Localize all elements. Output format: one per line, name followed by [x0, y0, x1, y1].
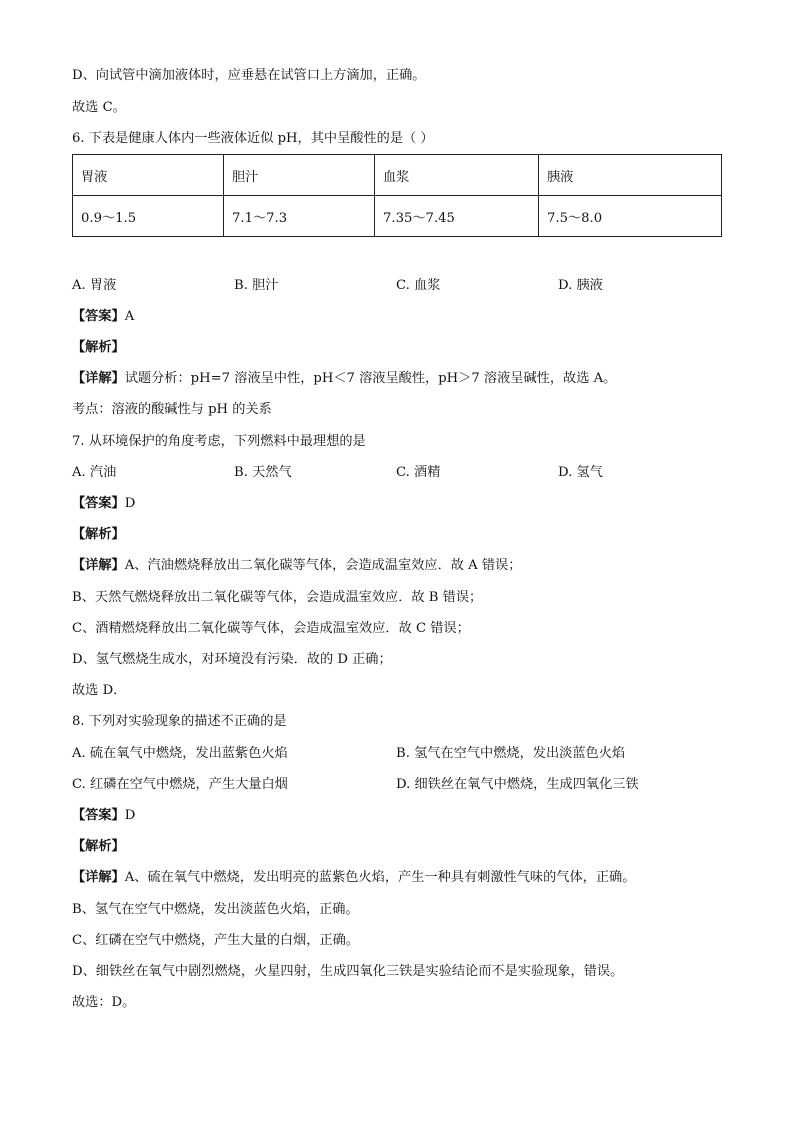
q8-detail-3: C、红磷在空气中燃烧，产生大量的白烟，正确。: [72, 933, 360, 948]
prev-answer-line: D、向试管中滴加液体时，应垂悬在试管口上方滴加，正确。: [72, 68, 426, 83]
q6-answer: [72, 307, 134, 327]
q7-conclusion: 故选 D．: [72, 683, 127, 698]
q7-analysis-tag: 【解析】: [72, 527, 125, 542]
answer-value: A: [124, 309, 135, 324]
q7-detail-4: D、氢气燃烧生成水，对环境没有污染．故的 D 正确；: [72, 652, 392, 667]
table-row: [73, 196, 722, 237]
table-cell: 7.35～7.45: [375, 196, 539, 237]
answer-tag: 【答案】: [72, 808, 125, 823]
table-cell: 7.5～8.0: [539, 196, 722, 237]
answer-value: D: [124, 496, 136, 511]
q8-detail-4: D、细铁丝在氧气中剧烈燃烧，火星四射，生成四氧化三铁是实验结论而不是实验现象，错误。: [72, 964, 624, 979]
q8-option-a: A. 硫在氧气中燃烧，发出蓝紫色火焰: [72, 746, 288, 761]
detail-text: A、硫在氧气中燃烧，发出明亮的蓝紫色火焰，产生一种具有刺激性气味的气体，正确。: [124, 870, 636, 885]
question-7: 7. 从环境保护的角度考虑，下列燃料中最理想的是: [72, 434, 366, 449]
q7-option-d: D. 氢气: [558, 465, 603, 480]
table-cell: 0.9～1.5: [73, 196, 224, 237]
table-cell: 胆汁: [224, 155, 375, 196]
detail-tag: 【详解】: [72, 371, 125, 386]
q7-option-a: A. 汽油: [72, 465, 117, 480]
ph-table: [72, 154, 722, 237]
question-8: 8. 下列对实验现象的描述不正确的是: [72, 714, 287, 729]
q7-option-c: C. 酒精: [396, 465, 441, 480]
q7-option-b: B. 天然气: [234, 465, 292, 480]
detail-text: A、汽油燃烧释放出二氧化碳等气体，会造成温室效应．故 A 错误；: [124, 558, 522, 573]
question-6: 6. 下表是健康人体内一些液体近似 pH，其中呈酸性的是（ ）: [72, 131, 434, 146]
table-cell: 血浆: [375, 155, 539, 196]
q8-analysis-tag: 【解析】: [72, 839, 125, 854]
table-cell: 7.1～7.3: [224, 196, 375, 237]
q8-option-b: B. 氢气在空气中燃烧，发出淡蓝色火焰: [396, 746, 626, 761]
q7-detail-3: C、酒精燃烧释放出二氧化碳等气体，会造成温室效应．故 C 错误；: [72, 621, 470, 636]
q8-detail-1: [72, 868, 635, 888]
q6-option-b: B. 胆汁: [234, 278, 279, 293]
q8-option-c: C. 红磷在空气中燃烧，产生大量白烟: [72, 777, 288, 792]
q8-answer: [72, 806, 135, 826]
prev-conclusion: 故选 C。: [72, 100, 126, 115]
q6-option-c: C. 血浆: [396, 278, 441, 293]
answer-tag: 【答案】: [72, 309, 125, 324]
q6-option-d: D. 胰液: [558, 278, 603, 293]
detail-tag: 【详解】: [72, 558, 125, 573]
q6-analysis-tag: 【解析】: [72, 340, 125, 355]
q8-detail-2: B、氢气在空气中燃烧，发出淡蓝色火焰，正确。: [72, 902, 359, 917]
q7-detail-2: B、天然气燃烧释放出二氧化碳等气体，会造成温室效应．故 B 错误；: [72, 590, 483, 605]
detail-text: 试题分析：pH=7 溶液呈中性，pH＜7 溶液呈酸性，pH＞7 溶液呈碱性，故选 A。: [124, 371, 617, 386]
q6-knowledge-point: 考点：溶液的酸碱性与 pH 的关系: [72, 402, 272, 417]
table-row: [73, 155, 722, 196]
answer-tag: 【答案】: [72, 496, 125, 511]
table-cell: 胃液: [73, 155, 224, 196]
q6-option-a: A. 胃液: [72, 278, 117, 293]
table-cell: 胰液: [539, 155, 722, 196]
q6-detail: [72, 369, 616, 389]
q8-conclusion: 故选：D。: [72, 995, 136, 1010]
q8-option-d: D. 细铁丝在氧气中燃烧，生成四氧化三铁: [396, 777, 639, 792]
q7-answer: [72, 494, 135, 514]
answer-value: D: [124, 808, 136, 823]
detail-tag: 【详解】: [72, 870, 125, 885]
q7-detail-1: [72, 556, 521, 576]
